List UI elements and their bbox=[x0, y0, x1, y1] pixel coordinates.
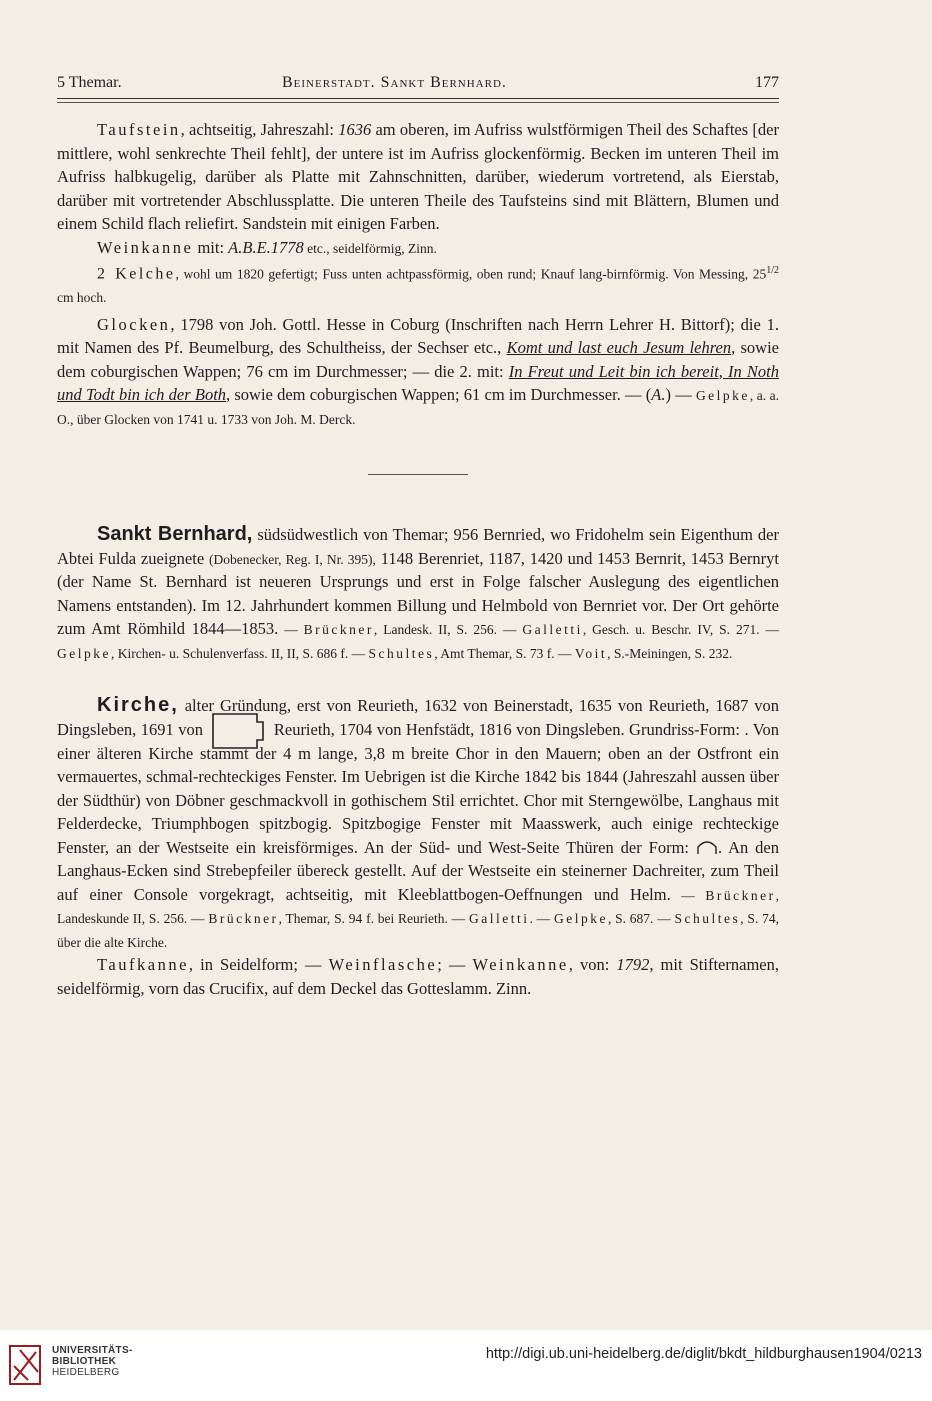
reference-author: Voit bbox=[574, 645, 608, 661]
kirche-paragraph bbox=[57, 694, 779, 953]
text: ) — bbox=[665, 385, 696, 404]
page-body bbox=[57, 118, 779, 1000]
header-title: Beinerstadt. Sankt Bernhard. bbox=[282, 74, 507, 91]
text: alter Gründung, erst von Reurieth, 1632 von Beinerstadt, 1635 von Reurieth, 1687 von Dingsleben, 1691 von bbox=[57, 696, 779, 739]
text: , achtseitig, Jahreszahl: bbox=[180, 120, 339, 139]
text: südsüdwestlich von Themar; 956 Bernried, wo Fridohelm sein Eigenthum der Abtei Fulda zueignete bbox=[57, 525, 779, 568]
reference-author: Galletti bbox=[468, 911, 530, 927]
text: — bbox=[278, 622, 304, 637]
text: , S. 687. — bbox=[607, 911, 675, 927]
text: , Gesch. u. Beschr. IV, S. 271. — bbox=[582, 622, 780, 637]
page-number: 177 bbox=[755, 74, 779, 91]
section-title: Kirche, bbox=[97, 694, 179, 716]
running-header bbox=[57, 74, 779, 98]
text: am oberen, im Aufriss wulstförmigen Theil des Schaftes [der mittlere, wohl senkrechte Theil fehlt], der untere ist im Aufriss glockenförmig. Becken im unteren Theil im Aufriss halbkugelig, darüber als Platte mit Zahnschnitten, darüber, wiederum vortretend, als Eierstab, darüber mit vortretender Abschlussplatte. Die unteren Theile des Taufsteins sind mit Blättern, Blumen und einem Schild flach reliefirt. Sandstein mit einigen Farben. bbox=[57, 120, 779, 233]
logo-line-3: HEIDELBERG bbox=[52, 1367, 120, 1378]
pointed-door-icon bbox=[696, 839, 718, 855]
reference-author: Gelpke bbox=[553, 911, 608, 927]
weinkanne-paragraph bbox=[57, 236, 779, 260]
text: — bbox=[670, 887, 706, 903]
header-rule bbox=[57, 98, 779, 99]
text: 1148 Berenriet, 1187, 1420 und 1453 Bernrit, 1453 Bernryt (der Name St. Bernhard ist neueren Ursprungs und erst in Folge falscher Auslegung des eigentlichen Namens entstanden). Im 12. Jahrhundert kommen Billung und Helmbold von Bernriet vor. Der Ort gehörte zum Amt Römhild 1844—1853. bbox=[57, 548, 779, 638]
entry-lead: Weinkanne bbox=[472, 955, 569, 975]
reference-author: Gelpke bbox=[695, 388, 750, 403]
text: , Amt Themar, S. 73 f. — bbox=[434, 645, 575, 661]
reference-author: Brückner bbox=[208, 911, 279, 927]
text: , S.-Meiningen, S. 232. bbox=[607, 645, 733, 661]
header-left: 5 Themar. bbox=[57, 74, 122, 91]
fraction: 1/2 bbox=[766, 265, 780, 276]
reference-author: Schultes bbox=[674, 911, 741, 927]
text: , sowie dem coburgischen Wappen; 61 cm im Durchmesser. — ( bbox=[226, 385, 652, 404]
taufkanne-paragraph bbox=[57, 953, 779, 1000]
text: , in Seidelform; — bbox=[188, 955, 329, 975]
text: , Themar, S. 94 f. bei Reurieth. — bbox=[278, 911, 469, 927]
permalink-url[interactable]: http://digi.ub.uni-heidelberg.de/diglit/bkdt_hildburghausen1904/0213 bbox=[485, 1346, 922, 1362]
text: , Landeskunde II, S. 256. — bbox=[57, 887, 779, 927]
text: . — bbox=[529, 911, 554, 927]
logo-line-1: UNIVERSITÄTS- bbox=[52, 1345, 133, 1356]
entry-lead: Glocken bbox=[97, 314, 171, 334]
entry-lead: 2 Kelche bbox=[97, 265, 176, 283]
text: , S. 74, über die alte Kirche. bbox=[57, 911, 779, 950]
text: , Landesk. II, S. 256. — bbox=[373, 622, 523, 637]
text: A. bbox=[651, 385, 666, 404]
text: , von: bbox=[568, 955, 617, 975]
text: etc., seidelförmig, Zinn. bbox=[303, 240, 437, 256]
text: , 1798 von Joh. Gottl. Hesse in Coburg (Inschriften nach Herrn Lehrer H. Bittorf); die 1. mit Namen des Pf. Beumelburg, des Schultheiss, der Sechser etc., bbox=[57, 314, 779, 357]
entry-lead: Taufstein bbox=[97, 120, 181, 139]
reference-author: Galletti bbox=[522, 622, 583, 637]
section-divider bbox=[368, 474, 468, 475]
kelche-paragraph bbox=[57, 259, 779, 309]
inscription-mark: A.B.E.1778 bbox=[228, 237, 304, 257]
reference-author: Brückner bbox=[303, 622, 374, 637]
bell-inscription-2: In Freut und Leit bin ich bereit, In Noth und Todt bin ich der Both bbox=[57, 361, 779, 404]
text: ; — bbox=[437, 955, 473, 975]
logo-line-2: BIBLIOTHEK bbox=[52, 1356, 117, 1367]
library-name[interactable] bbox=[52, 1345, 133, 1378]
reference-author: Gelpke bbox=[57, 645, 111, 661]
text: , wohl um 1820 gefertigt; Fuss unten achtpassförmig, oben rund; Knauf lang-birnförmig. Von Messing, 25 bbox=[175, 266, 767, 282]
inscription-year: 1792 bbox=[616, 955, 650, 975]
reference-author: Schultes bbox=[368, 645, 435, 661]
text: , Kirchen- u. Schulenverfass. II, II, S. 686 f. — bbox=[110, 645, 369, 661]
text: , a. a. O., über Glocken von 1741 u. 1733 von Joh. M. Derck. bbox=[57, 388, 779, 427]
inscription-year: 1636 bbox=[338, 120, 372, 139]
section-title: Sankt Bernhard, bbox=[97, 523, 253, 545]
bell-inscription-1: Komt und last euch Jesum lehren bbox=[506, 338, 732, 357]
reference: (Dobenecker, Reg. I, Nr. 395), bbox=[209, 551, 376, 567]
header-rule-thin bbox=[57, 102, 779, 103]
glocken-paragraph bbox=[57, 313, 779, 431]
text: . Von einer älteren Kirche stammt der 4 m lange, 3,8 m breite Chor in den Mauern; oben an der Ostfront ein vermauertes, schmal-rechteckiges Fenster. Im Uebrigen ist die Kirche 1842 bis 1844 (Jahreszahl aussen über der Südthür) von Döbner geschmackvoll in gothischem Stil errichtet. Chor mit Sterngewölbe, Langhaus mit Felderdecke, Triumphbogen spitzbogig. Spitzbogige Fenster mit Maasswerk, auch einige rechteckige Fenster, an der Westseite ein kreisförmiges. An der Süd- und West-Seite Thüren der Form: bbox=[57, 719, 780, 857]
text: Reurieth, 1704 von Henfstädt, 1816 von Dingsleben. Grundriss-Form: bbox=[269, 719, 745, 739]
viewer-footer bbox=[0, 1330, 932, 1401]
text: . An den Langhaus-Ecken sind Strebepfeiler übereck gestellt. Auf der Westseite ein steinerner Dachreiter, zum Theil auf einer Console vorgekragt, achtseitig, mit Kleeblattbogen-Oeffnungen und Helm. bbox=[57, 837, 779, 904]
text: , mit Stifternamen, seidelförmig, vorn das Crucifix, auf dem Deckel das Gotteslamm. Zinn. bbox=[57, 955, 779, 998]
text: cm hoch. bbox=[57, 289, 107, 305]
entry-lead: Taufkanne bbox=[97, 955, 189, 975]
sankt-bernhard-paragraph bbox=[57, 523, 779, 664]
entry-lead: Weinkanne bbox=[97, 237, 194, 257]
taufstein-paragraph bbox=[57, 118, 779, 236]
text: , sowie dem coburgischen Wappen; 76 cm im Durchmesser; — die 2. mit: bbox=[57, 338, 780, 381]
text: mit: bbox=[193, 237, 229, 257]
university-library-logo-icon[interactable] bbox=[8, 1342, 44, 1388]
reference-author: Brückner bbox=[705, 887, 776, 903]
entry-lead: Weinflasche bbox=[328, 955, 438, 975]
